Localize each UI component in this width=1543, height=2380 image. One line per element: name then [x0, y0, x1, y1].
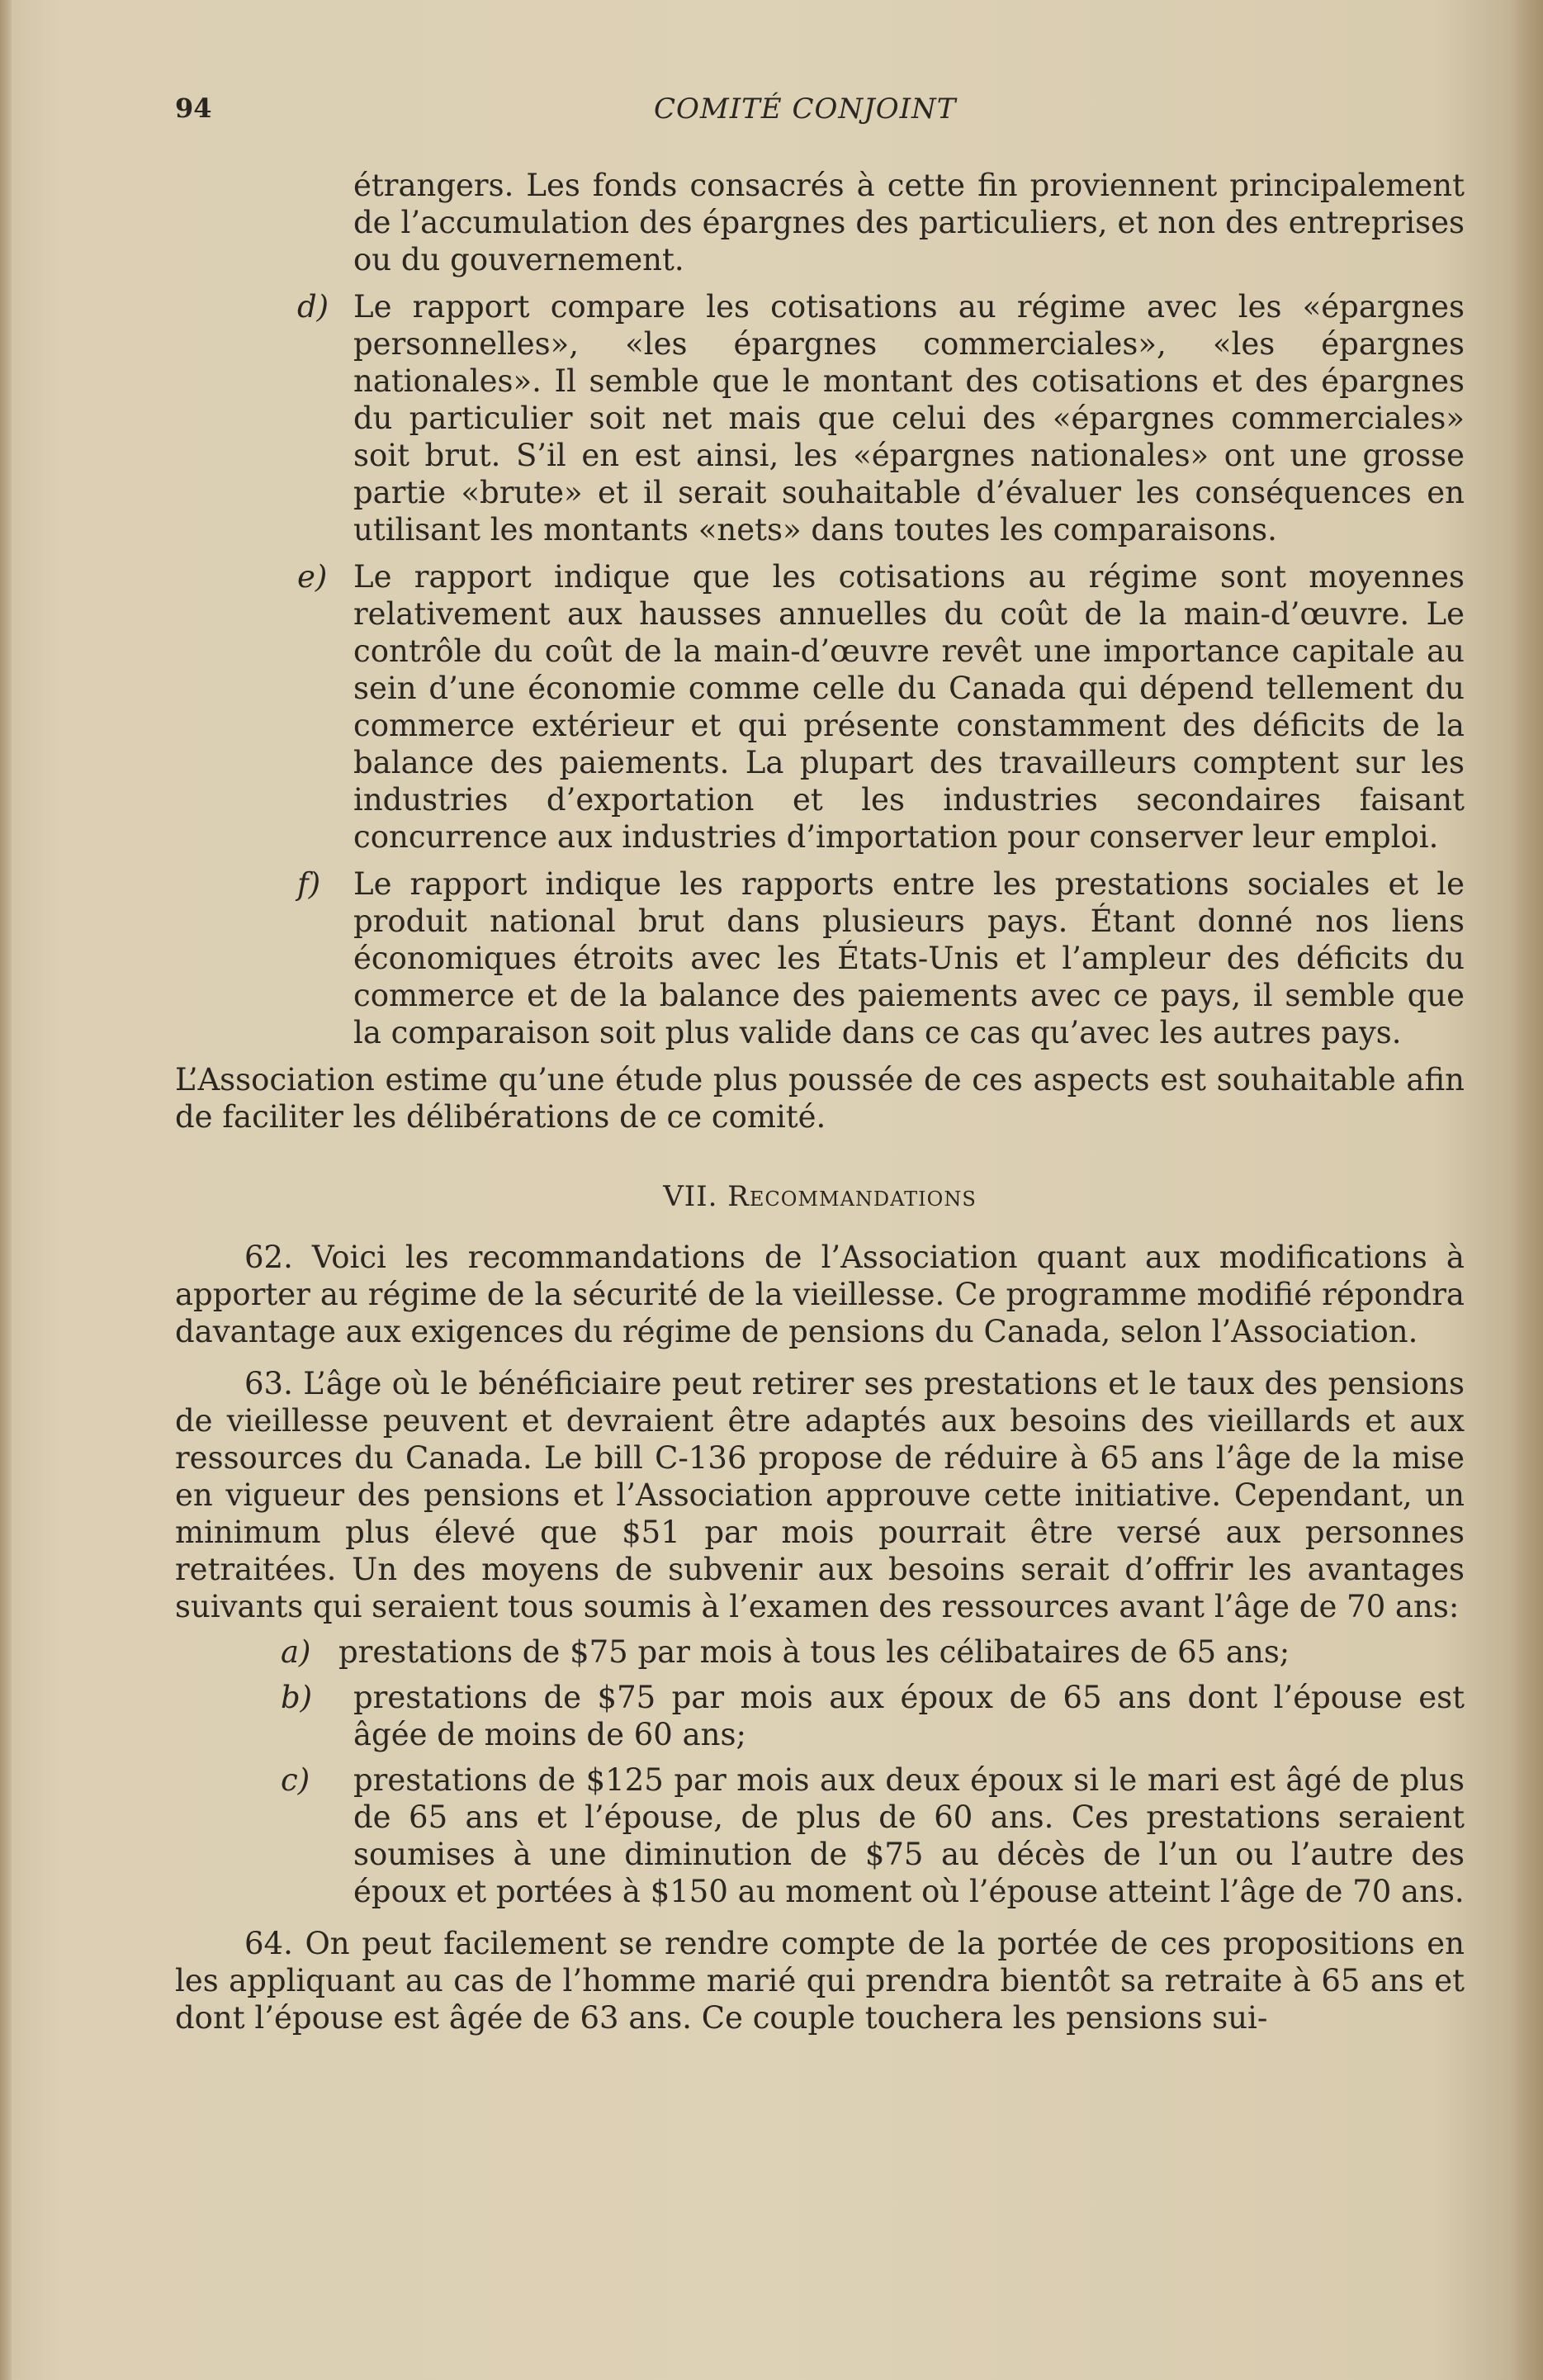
body-text [175, 167, 1465, 2036]
benefit-item-c [175, 1761, 1465, 1910]
continuation-paragraph: étrangers. Les fonds consacrés à cette fin proviennent principalement de l’accumulation des épargnes des particuliers, et non des entreprises ou du gouvernement. [353, 168, 1465, 277]
item-text: Le rapport indique que les cotisations au régime sont moyennes relativement aux hausses annuelles du coût de la main-d’œuvre. Le contrôle du coût de la main-d’œuvre revêt une importance capitale au sein d’une économie comme celle du Canada qui dépend tellement du commerce extérieur et qui présente constamment des déficits de la balance des paiements. La plupart des travailleurs comptent sur les industries d’exportation et les industries secondaires faisant concurrence aux industries d’importation pour conserver leur emploi. [353, 559, 1465, 855]
benefit-label: b) [281, 1680, 313, 1715]
item-label: f) [297, 866, 321, 902]
association-note: L’Association estime qu’une étude plus poussée de ces aspects est souhaitable afin de faciliter les délibérations de ce comité. [175, 1062, 1465, 1135]
benefit-label: c) [281, 1762, 310, 1798]
benefit-label: a) [281, 1634, 311, 1670]
section-number: VII. [663, 1180, 718, 1213]
benefit-text: prestations de $125 par mois aux deux époux si le mari est âgé de plus de 65 ans et l’épouse, de plus de 60 ans. Ces prestations seraient soumises à une diminution de $75 au décès de l’un ou l’autre des époux et portées à $150 au moment où l’épouse atteint l’âge de 70 ans. [353, 1762, 1465, 1909]
item-label: d) [297, 289, 329, 325]
section-title: Recommandations [727, 1180, 977, 1213]
page-number: 94 [175, 92, 212, 124]
section-heading [175, 1178, 1465, 1216]
list-item-e [175, 558, 1465, 856]
page-header [175, 92, 1463, 132]
paragraph-62: 62. Voici les recommandations de l’Association quant aux modifications à apporter au régime de la sécurité de la vieillesse. Ce programme modifié répondra davantage aux exigences du régime de pensions du Canada, selon l’Association. [175, 1240, 1465, 1349]
benefit-item-a [175, 1633, 1465, 1671]
benefit-text: prestations de $75 par mois aux époux de 65 ans dont l’épouse est âgée de moins de 60 ans; [353, 1680, 1465, 1752]
list-item-f [175, 865, 1465, 1051]
list-item-d [175, 288, 1465, 548]
page-edge-left [0, 0, 12, 2380]
paragraph-63: 63. L’âge où le bénéficiaire peut retirer ses prestations et le taux des pensions de vieillesse peuvent et devraient être adaptés aux besoins des vieillards et aux ressources du Canada. Le bill C-136 propose de réduire à 65 ans l’âge de la mise en vigueur des pensions et l’Association approuve cette initiative. Cependant, un minimum plus élevé que $51 par mois pourrait être versé aux personnes retraitées. Un des moyens de subvenir aux besoins serait d’offrir les avantages suivants qui seraient tous soumis à l’examen des ressources avant l’âge de 70 ans: [175, 1366, 1465, 1624]
paragraph-64: 64. On peut facilement se rendre compte de la portée de ces propositions en les appliquant au cas de l’homme marié qui prendra bientôt sa retraite à 65 ans et dont l’épouse est âgée de 63 ans. Ce couple touchera les pensions sui- [175, 1926, 1465, 2036]
benefit-item-b [175, 1679, 1465, 1753]
item-text: Le rapport indique les rapports entre les prestations sociales et le produit national brut dans plusieurs pays. Étant donné nos liens économiques étroits avec les États-Unis et l’ampleur des déficits du commerce et de la balance des paiements avec ce pays, il semble que la comparaison soit plus valide dans ce cas qu’avec les autres pays. [353, 866, 1465, 1050]
page-edge-right [1510, 0, 1543, 2380]
item-label: e) [297, 559, 328, 595]
item-text: Le rapport compare les cotisations au régime avec les «épargnes personnelles», «les épargnes commerciales», «les épargnes nationales». Il semble que le montant des cotisations et des épargnes du particulier soit net mais que celui des «épargnes commerciales» soit brut. S’il en est ainsi, les «épargnes nationales» ont une grosse partie «brute» et il serait souhaitable d’évaluer les conséquences en utilisant les montants «nets» dans toutes les comparaisons. [353, 289, 1465, 548]
benefit-text: prestations de $75 par mois à tous les célibataires de 65 ans; [338, 1634, 1290, 1670]
running-head: COMITÉ CONJOINT [654, 92, 957, 126]
